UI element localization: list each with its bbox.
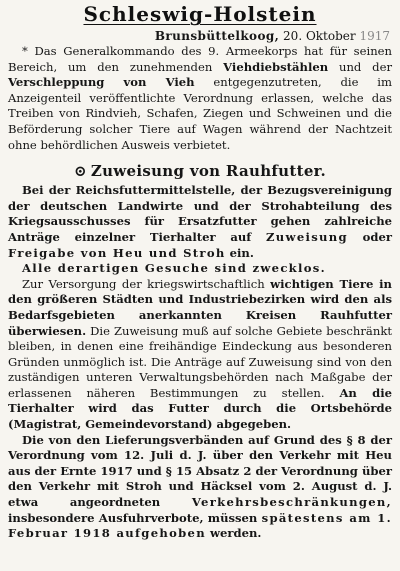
fodder-paragraph-4 [8, 433, 392, 542]
article-livestock-paragraph [8, 44, 392, 153]
article-heading-text: Zuweisung von Rauhfutter. [90, 162, 327, 181]
fodder-paragraph-2 [8, 261, 392, 277]
article-emphasis: Viehdiebstählen [223, 59, 329, 74]
circle-dot-icon: ⊙ [73, 162, 87, 181]
article-emphasis-spaced: Freigabe von Heu und Stroh [8, 245, 226, 260]
article-emphasis: werden. [205, 526, 262, 541]
article-text: und der [328, 59, 392, 74]
dateline-date: 20. Oktober [283, 29, 356, 43]
article-emphasis: wichtigen Tiere in den größeren Städten und Industriebezirken wird den als Bedarfsgebieten anerkannten Kreisen Rauhfutter überwiesen. [8, 276, 392, 338]
article-emphasis-spaced: Zuweisung [266, 229, 348, 244]
article-emphasis-spaced: Alle derartigen Gesuche sind zwecklos. [22, 261, 326, 276]
article-text: * Das Generalkommando des 9. Armeekorps hat für seinen Bereich, um den zunehmenden [8, 44, 392, 74]
article-heading [8, 161, 392, 181]
dateline-place: Brunsbüttelkoog, [154, 29, 280, 43]
article-emphasis-spaced: Verkehrsbeschränkungen, [191, 495, 392, 510]
article-emphasis: Die von den Lieferungsverbänden auf Grund des [22, 432, 342, 447]
fodder-paragraph-1 [8, 183, 392, 261]
dateline-year: 1917 [359, 29, 390, 43]
article-emphasis: oder [347, 229, 392, 244]
article-emphasis: An die Tierhalter wird das Futter durch die Ortsbehörde (Magistrat, Gemeindevorstand) abgegeben. [8, 385, 392, 432]
article-text: Zur Versorgung der kriegswirtschaftlich [22, 276, 271, 291]
article-emphasis: ein. [225, 245, 254, 260]
article-text: entgegenzutreten, die im Anzeigenteil veröffentlichte Verordnung erlassen, welche das Treiben von Rindvieh, Schafen, Ziegen und Schweinen und die Beförderung solcher Tiere auf Wagen während der Nachtzeit ohne behördlichen Ausweis verbietet. [8, 75, 392, 152]
section-header-title: Schleswig-Holstein [83, 2, 317, 26]
article-emphasis-spaced: spätestens am 1. Februar 1918 aufgehoben [8, 510, 392, 541]
article-emphasis: Verschleppung von Vieh [8, 75, 195, 90]
fodder-paragraph-3 [8, 277, 392, 433]
dateline [8, 28, 390, 44]
article-emphasis: Bei der Reichsfuttermittelstelle, der Bezugsvereinigung der deutschen Landwirte und der Strohabteilung des Kriegsausschusses für Ersatzfutter gehen zahlreiche Anträge einzelner Tierhalter auf [8, 183, 392, 244]
article-text: Die Zuweisung muß auf solche Gebiete beschränkt bleiben, in denen eine freihändige Eindeckung aus besonderen Gründen unmöglich ist. Die Anträge auf Zuweisung sind von den zuständigen unteren Verwaltungsbehörden nach Maßgabe der erlassenen näheren Bestimmungen zu stellen. [8, 323, 392, 400]
article-emphasis: § 8 der Verordnung vom 12. Juli d. J. über den Verkehr mit Heu aus der Ernte 1917 und § 15 Absatz 2 der Verordnung über den Verkehr mit Stroh und Häcksel vom 2. August d. J. etwa angeordneten [8, 432, 392, 510]
article-emphasis: insbesondere Ausfuhrverbote, müssen [8, 510, 262, 525]
